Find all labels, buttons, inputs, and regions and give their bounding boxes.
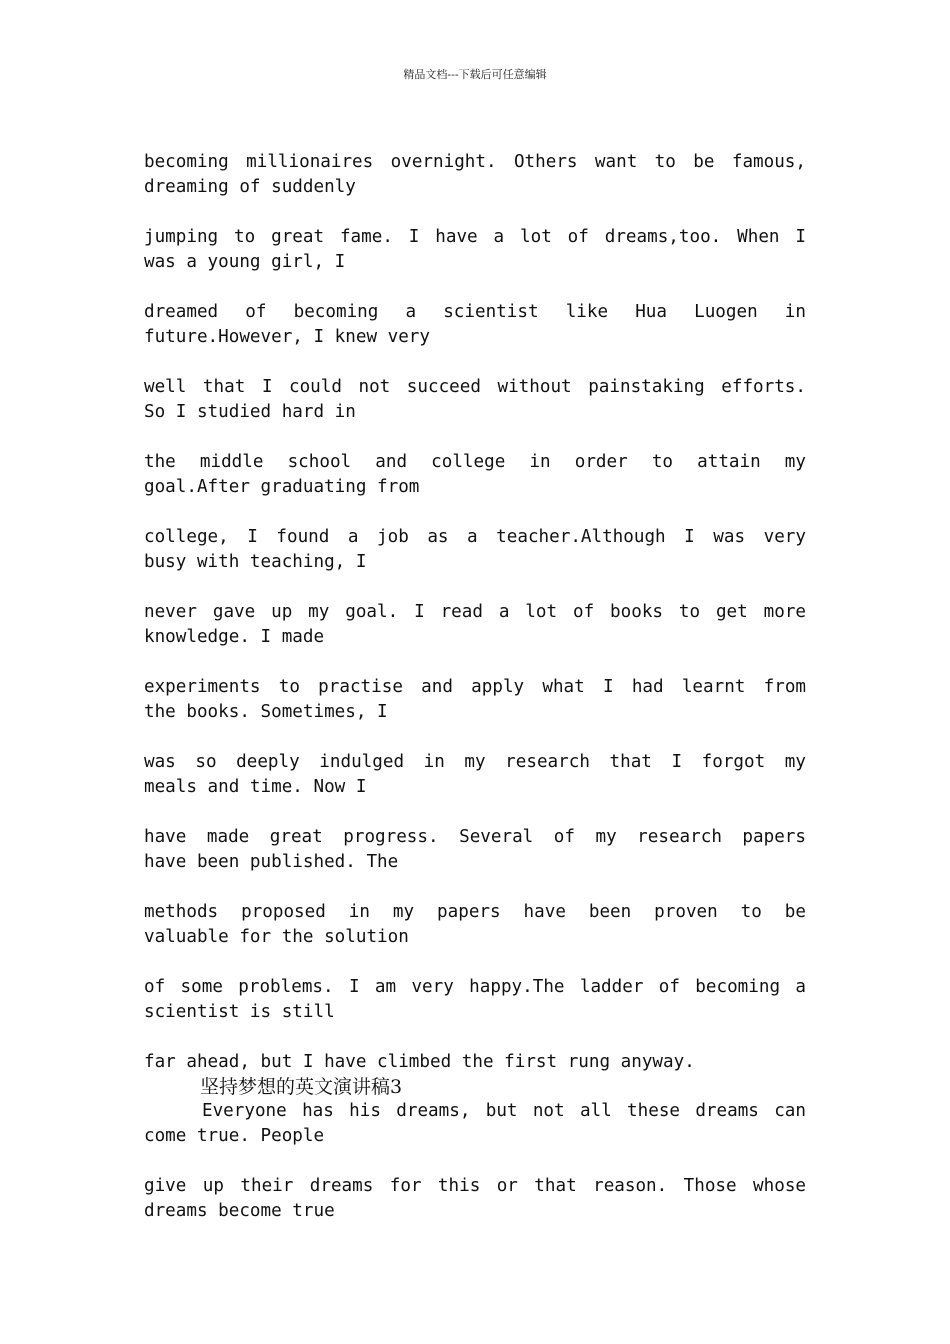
paragraph [144,675,806,750]
text-line: Everyone has his dreams, but not all these dreams can [202,1101,806,1121]
text-line: the books. Sometimes, I [144,701,388,722]
text-line: knowledge. I made [144,626,325,647]
text-line: busy with teaching, I [144,551,367,572]
paragraph [144,525,806,600]
text-line: of some problems. I am very happy.The ladder of becoming a [144,977,806,997]
text-line: was so deeply indulged in my research that I forgot my [144,752,806,772]
section-heading: 坚持梦想的英文演讲稿3 [200,1075,403,1098]
text-line: methods proposed in my papers have been proven to be [144,902,806,922]
paragraph [144,150,806,225]
text-line: give up their dreams for this or that reason. Those whose [144,1176,806,1196]
paragraph [144,750,806,825]
paragraph [144,975,806,1050]
text-line: dreams become true [144,1200,335,1221]
text-line: valuable for the solution [144,926,409,947]
text-line: far ahead, but I have climbed the first rung anyway. [144,1052,695,1072]
text-line: well that I could not succeed without painstaking efforts. [144,377,806,397]
text-line: future.However, I knew very [144,326,430,347]
paragraph [144,900,806,975]
text-line: come true. People [144,1125,325,1146]
paragraph [144,450,806,525]
paragraph [144,225,806,300]
paragraph [144,600,806,675]
document-body [144,150,806,1249]
text-line: goal.After graduating from [144,476,420,497]
text-line: meals and time. Now I [144,776,367,797]
text-line: jumping to great fame. I have a lot of dreams,too. When I [144,227,806,247]
text-line: the middle school and college in order to attain my [144,452,806,472]
page-header: 精品文档---下载后可任意编辑 [403,68,547,81]
paragraph [144,825,806,900]
text-line: experiments to practise and apply what I had learnt from [144,677,806,697]
paragraph [144,375,806,450]
paragraph [144,1099,806,1174]
text-line: have been published. The [144,851,399,872]
text-line: scientist is still [144,1001,335,1022]
text-line: was a young girl, I [144,251,346,272]
text-line: college, I found a job as a teacher.Although I was very [144,527,806,547]
text-line: So I studied hard in [144,401,356,422]
paragraph [144,1174,806,1249]
text-line: never gave up my goal. I read a lot of books to get more [144,602,806,622]
text-line: have made great progress. Several of my research papers [144,827,806,847]
paragraph [144,1050,806,1075]
text-line: dreamed of becoming a scientist like Hua Luogen in [144,302,806,322]
text-line: dreaming of suddenly [144,176,356,197]
paragraph [144,300,806,375]
text-line: becoming millionaires overnight. Others want to be famous, [144,152,806,172]
